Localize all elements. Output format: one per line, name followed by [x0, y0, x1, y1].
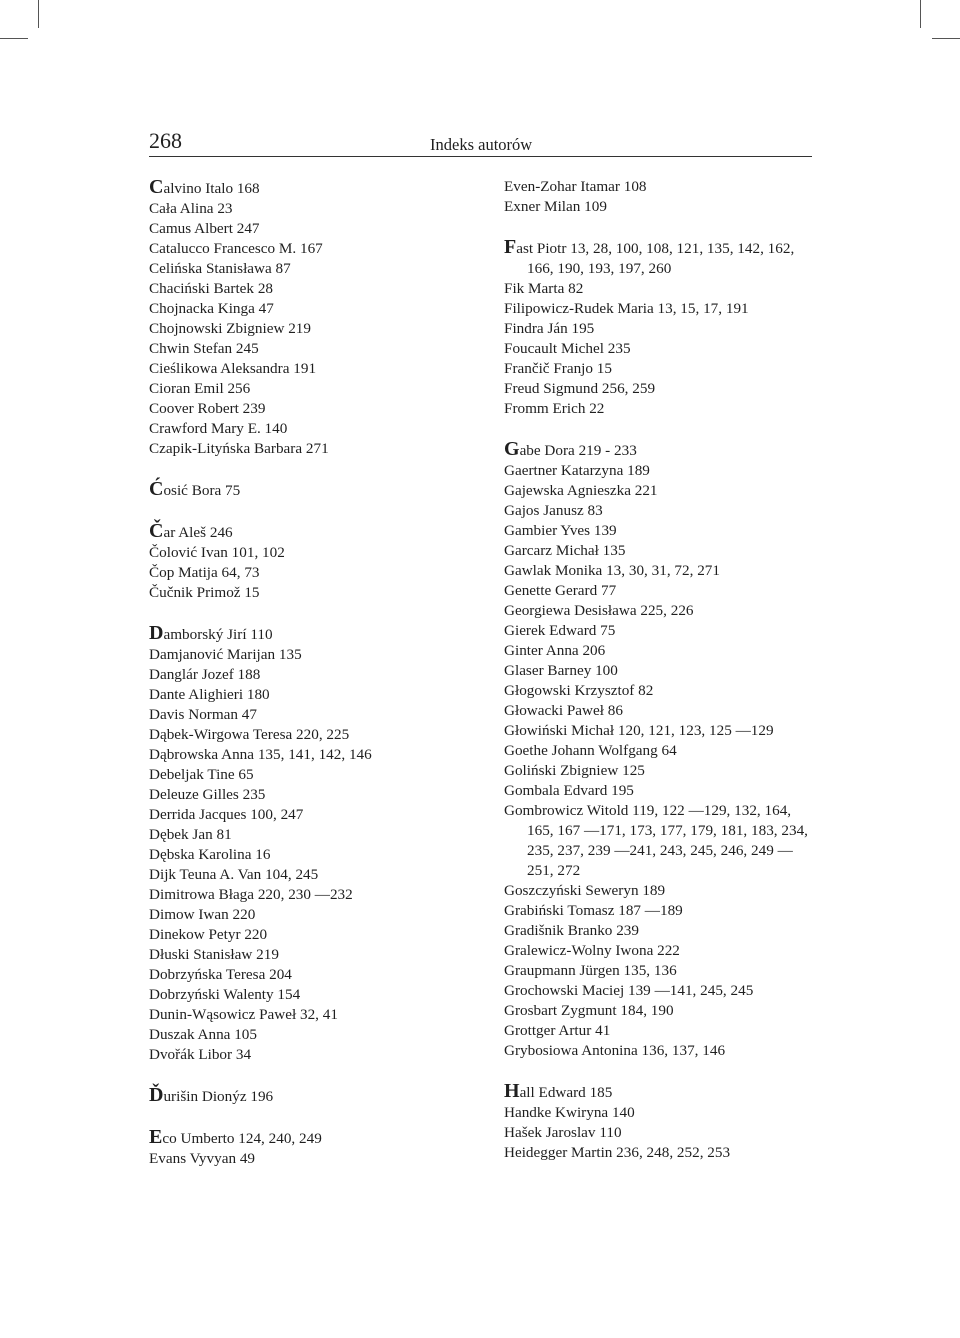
entry-text: ar Aleš 246: [163, 524, 233, 541]
entry-text: Dąbek-Wirgowa Teresa 220, 225: [149, 726, 350, 743]
index-entry: [504, 741, 814, 761]
entry-text: Dunin-Wąsowicz Paweł 32, 41: [149, 1006, 338, 1023]
entry-text: Catalucco Francesco M. 167: [149, 240, 323, 257]
letter-group: [504, 1081, 814, 1163]
entry-text: urišin Dionýz 196: [163, 1088, 274, 1105]
section-letter: Č: [149, 520, 164, 542]
index-entry: [149, 399, 479, 419]
entry-text: Freud Sigmund 256, 259: [504, 380, 656, 397]
index-entry: [504, 299, 814, 319]
index-entry: [149, 805, 479, 825]
entry-text: alvino Italo 168: [163, 180, 260, 197]
crop-mark: [0, 38, 28, 39]
index-entry: [149, 319, 479, 339]
header-rule: [149, 156, 812, 157]
index-entry: [149, 1085, 479, 1107]
index-entry: [504, 359, 814, 379]
index-entry: [504, 1001, 814, 1021]
entry-text: osić Bora 75: [163, 482, 241, 499]
index-entry: [149, 965, 479, 985]
entry-text: Findra Ján 195: [504, 320, 595, 337]
section-letter: F: [504, 236, 517, 258]
letter-group: [504, 439, 814, 1061]
index-entry: [149, 905, 479, 925]
index-entry: [504, 661, 814, 681]
entry-text: Coover Robert 239: [149, 400, 266, 417]
entry-text: Gajewska Agnieszka 221: [504, 482, 658, 499]
entry-text: Camus Albert 247: [149, 220, 260, 237]
index-entry: [504, 1041, 814, 1061]
index-entry: [149, 177, 479, 199]
index-entry: [149, 359, 479, 379]
index-entry: [504, 561, 814, 581]
index-entry: [149, 521, 479, 543]
entry-text: Graupmann Jürgen 135, 136: [504, 962, 677, 979]
index-entry: [149, 925, 479, 945]
crop-mark: [920, 0, 921, 28]
entry-text: Dvořák Libor 34: [149, 1046, 252, 1063]
index-entry: [504, 1143, 814, 1163]
letter-group: [149, 623, 479, 1065]
index-entry: [504, 279, 814, 299]
entry-text: Danglár Jozef 188: [149, 666, 261, 683]
entry-text: Gombala Edvard 195: [504, 782, 634, 799]
index-entry: [149, 623, 479, 645]
entry-text: Grosbart Zygmunt 184, 190: [504, 1002, 674, 1019]
index-entry: [149, 845, 479, 865]
entry-text: Gierek Edward 75: [504, 622, 616, 639]
entry-text: Damjanović Marijan 135: [149, 646, 302, 663]
entry-text: Gambier Yves 139: [504, 522, 617, 539]
entry-text: Gradišnik Branko 239: [504, 922, 639, 939]
index-entry: [504, 481, 814, 501]
letter-group: [149, 479, 479, 501]
index-entry: [149, 339, 479, 359]
index-entry: [504, 197, 814, 217]
index-entry: [504, 521, 814, 541]
entry-text: Dąbrowska Anna 135, 141, 142, 146: [149, 746, 372, 763]
index-entry: [504, 1123, 814, 1143]
entry-text: Duszak Anna 105: [149, 1026, 257, 1043]
index-entry: [149, 219, 479, 239]
entry-text: Głogowski Krzysztof 82: [504, 682, 654, 699]
entry-text: Cioran Emil 256: [149, 380, 251, 397]
index-entry: [149, 825, 479, 845]
entry-text: Garcarz Michał 135: [504, 542, 626, 559]
letter-group: [149, 177, 479, 459]
entry-text: Fromm Erich 22: [504, 400, 605, 417]
index-entry: [504, 621, 814, 641]
index-entry: [149, 705, 479, 725]
entry-text: Georgiewa Desisława 225, 226: [504, 602, 694, 619]
index-entry: [149, 479, 479, 501]
page-header: [149, 128, 812, 156]
index-entry: [149, 439, 479, 459]
section-letter: D: [149, 622, 164, 644]
entry-text: Gombrowicz Witold 119, 122 —129, 132, 164,: [504, 802, 792, 819]
index-entry: [149, 1025, 479, 1045]
entry-text: Cieślikowa Aleksandra 191: [149, 360, 317, 377]
section-letter: Ć: [149, 478, 164, 500]
entry-text: Exner Milan 109: [504, 198, 607, 215]
entry-text: Even-Zohar Itamar 108: [504, 178, 647, 195]
entry-text: Deleuze Gilles 235: [149, 786, 266, 803]
entry-text: Dimitrowa Błaga 220, 230 —232: [149, 886, 353, 903]
entry-text: Celińska Stanisława 87: [149, 260, 291, 277]
index-entry: [504, 781, 814, 801]
entry-text: Filipowicz-Rudek Maria 13, 15, 17, 191: [504, 300, 749, 317]
section-letter: E: [149, 1126, 163, 1148]
entry-text: Grabiński Tomasz 187 —189: [504, 902, 683, 919]
entry-text: Čop Matija 64, 73: [149, 564, 260, 581]
index-entry: [504, 399, 814, 419]
index-entry: [504, 801, 814, 821]
entry-text: Goszczyński Seweryn 189: [504, 882, 666, 899]
entry-text: Frančič Franjo 15: [504, 360, 612, 377]
entry-text: Grottger Artur 41: [504, 1022, 611, 1039]
index-entry: [149, 1045, 479, 1065]
index-entry: [504, 379, 814, 399]
entry-text: Dinekow Petyr 220: [149, 926, 268, 943]
entry-text: Dębek Jan 81: [149, 826, 232, 843]
index-entry: [149, 199, 479, 219]
index-entry-continuation: [504, 841, 814, 861]
index-entry: [504, 319, 814, 339]
index-entry: [149, 563, 479, 583]
crop-mark: [932, 38, 960, 39]
index-entry: [149, 583, 479, 603]
section-letter: G: [504, 438, 520, 460]
entry-text: Dobrzyńska Teresa 204: [149, 966, 292, 983]
entry-text: Crawford Mary E. 140: [149, 420, 288, 437]
entry-text: Głowiński Michał 120, 121, 123, 125 —129: [504, 722, 774, 739]
entry-text: Foucault Michel 235: [504, 340, 631, 357]
entry-text: Gajos Janusz 83: [504, 502, 603, 519]
entry-text: Genette Gerard 77: [504, 582, 617, 599]
entry-text: Gawlak Monika 13, 30, 31, 72, 271: [504, 562, 720, 579]
entry-text: ast Piotr 13, 28, 100, 108, 121, 135, 142, 162,: [516, 240, 795, 257]
index-entry: [149, 1149, 479, 1169]
entry-text: Grochowski Maciej 139 —141, 245, 245: [504, 982, 754, 999]
index-entry: [504, 941, 814, 961]
index-entry: [504, 981, 814, 1001]
entry-text: Dante Alighieri 180: [149, 686, 270, 703]
entry-text: Čučnik Primož 15: [149, 584, 260, 601]
running-title: Indeks autorów: [430, 135, 533, 154]
entry-text: Chaciński Bartek 28: [149, 280, 274, 297]
index-entry: [504, 761, 814, 781]
index-entry: [149, 665, 479, 685]
index-entry: [149, 685, 479, 705]
entry-text: Chwin Stefan 245: [149, 340, 259, 357]
index-entry: [149, 785, 479, 805]
entry-text: Grybosiowa Antonina 136, 137, 146: [504, 1042, 726, 1059]
entry-text: Fik Marta 82: [504, 280, 584, 297]
section-letter: Ď: [149, 1084, 164, 1106]
index-entry: [504, 541, 814, 561]
entry-text: 251, 272: [527, 862, 581, 879]
section-letter: H: [504, 1080, 520, 1102]
index-entry: [149, 985, 479, 1005]
entry-text: 235, 237, 239 —241, 243, 245, 246, 249 —: [527, 842, 793, 859]
index-entry: [504, 681, 814, 701]
index-entry: [504, 501, 814, 521]
index-entry: [149, 645, 479, 665]
index-entry: [504, 921, 814, 941]
entry-text: Gaertner Katarzyna 189: [504, 462, 650, 479]
entry-text: Debeljak Tine 65: [149, 766, 254, 783]
index-entry: [504, 641, 814, 661]
index-entry: [504, 961, 814, 981]
index-entry: [149, 299, 479, 319]
letter-group: [504, 237, 814, 419]
index-entry: [149, 1005, 479, 1025]
entry-text: Czapik-Lityńska Barbara 271: [149, 440, 329, 457]
entry-text: 165, 167 —171, 173, 177, 179, 181, 183, 234,: [527, 822, 808, 839]
index-entry: [504, 461, 814, 481]
index-entry: [149, 765, 479, 785]
entry-text: 166, 190, 193, 197, 260: [527, 260, 672, 277]
index-entry: [504, 177, 814, 197]
entry-text: Dimow Iwan 220: [149, 906, 256, 923]
index-entry-continuation: [504, 861, 814, 881]
index-entry: [504, 339, 814, 359]
entry-text: Glaser Barney 100: [504, 662, 618, 679]
letter-group: [149, 1127, 479, 1169]
entry-text: Dijk Teuna A. Van 104, 245: [149, 866, 319, 883]
index-entry: [504, 881, 814, 901]
section-letter: C: [149, 176, 164, 198]
index-entry: [149, 259, 479, 279]
entry-text: Hašek Jaroslav 110: [504, 1124, 622, 1141]
entry-text: Goethe Johann Wolfgang 64: [504, 742, 677, 759]
letter-group: [149, 1085, 479, 1107]
index-entry: [504, 601, 814, 621]
entry-text: Chojnowski Zbigniew 219: [149, 320, 311, 337]
letter-group: [504, 177, 814, 217]
letter-group: [149, 521, 479, 603]
entry-text: Evans Vyvyan 49: [149, 1150, 256, 1167]
entry-text: Chojnacka Kinga 47: [149, 300, 274, 317]
index-column-left: [149, 177, 479, 1189]
index-entry-continuation: [504, 821, 814, 841]
index-entry: [149, 279, 479, 299]
index-entry: [149, 885, 479, 905]
entry-text: Derrida Jacques 100, 247: [149, 806, 304, 823]
entry-text: Dobrzyński Walenty 154: [149, 986, 301, 1003]
index-entry: [504, 1021, 814, 1041]
index-entry: [149, 379, 479, 399]
index-entry: [149, 725, 479, 745]
index-entry: [504, 1103, 814, 1123]
entry-text: Heidegger Martin 236, 248, 252, 253: [504, 1144, 731, 1161]
index-entry: [149, 239, 479, 259]
crop-mark: [38, 0, 39, 28]
entry-text: Čolović Ivan 101, 102: [149, 544, 285, 561]
index-entry-continuation: [504, 259, 814, 279]
index-entry: [149, 1127, 479, 1149]
index-entry: [149, 419, 479, 439]
index-entry: [504, 901, 814, 921]
entry-text: Goliński Zbigniew 125: [504, 762, 645, 779]
entry-text: abe Dora 219 - 233: [519, 442, 637, 459]
entry-text: amborský Jirí 110: [163, 626, 273, 643]
entry-text: Głowacki Paweł 86: [504, 702, 623, 719]
index-entry: [504, 701, 814, 721]
index-entry: [149, 543, 479, 563]
entry-text: Davis Norman 47: [149, 706, 257, 723]
entry-text: Handke Kwiryna 140: [504, 1104, 635, 1121]
entry-text: all Edward 185: [519, 1084, 613, 1101]
index-entry: [504, 1081, 814, 1103]
entry-text: Cała Alina 23: [149, 200, 233, 217]
index-entry: [504, 439, 814, 461]
entry-text: Dębska Karolina 16: [149, 846, 271, 863]
entry-text: co Umberto 124, 240, 249: [162, 1130, 322, 1147]
entry-text: Dłuski Stanisław 219: [149, 946, 279, 963]
index-entry: [504, 721, 814, 741]
index-entry: [149, 865, 479, 885]
entry-text: Ginter Anna 206: [504, 642, 606, 659]
index-entry: [149, 945, 479, 965]
index-column-right: [504, 177, 814, 1183]
entry-text: Gralewicz-Wolny Iwona 222: [504, 942, 680, 959]
page-number: 268: [149, 128, 182, 153]
index-entry: [504, 237, 814, 259]
index-entry: [504, 581, 814, 601]
index-entry: [149, 745, 479, 765]
